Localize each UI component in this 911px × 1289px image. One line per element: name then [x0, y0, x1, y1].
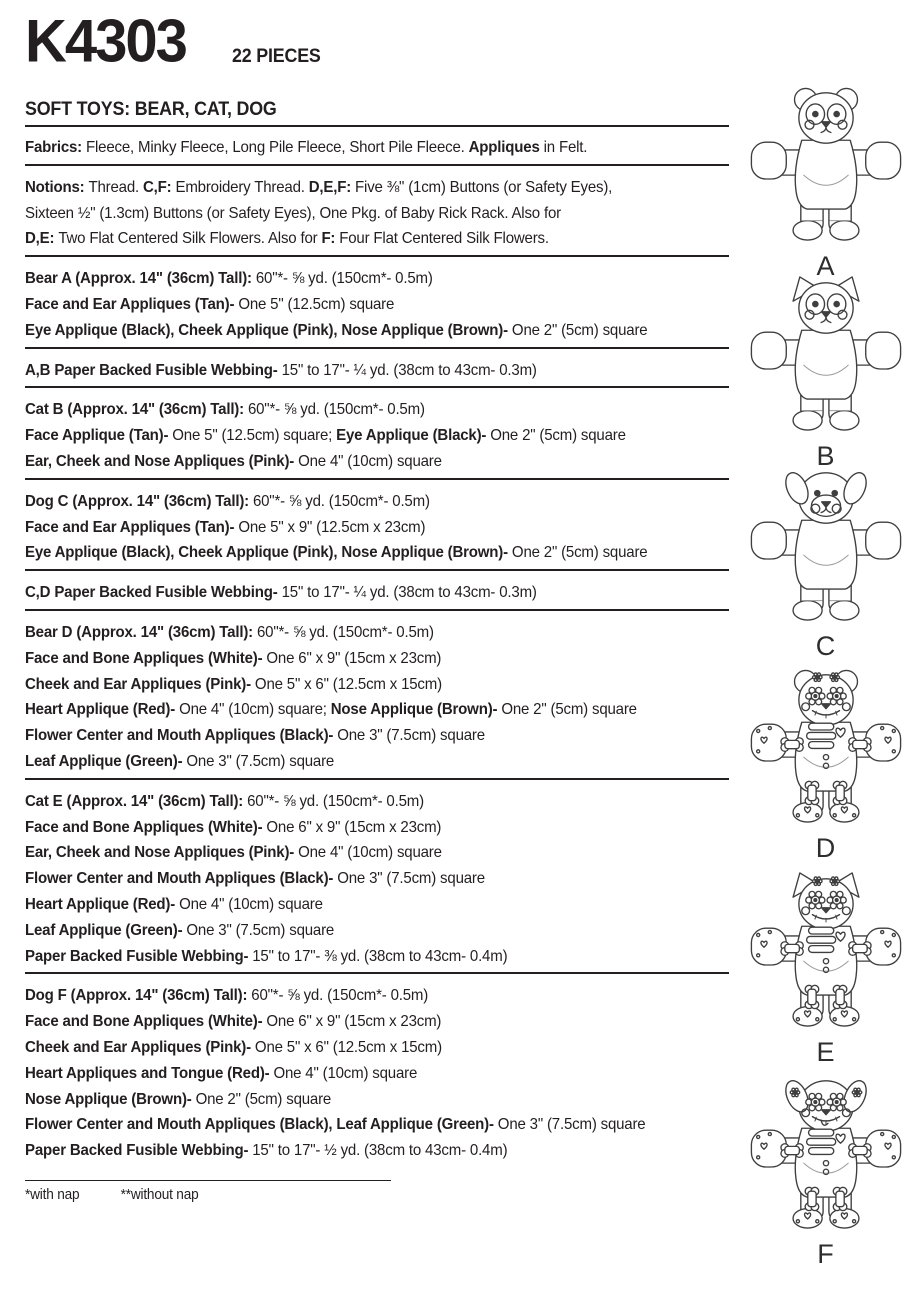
masthead — [25, 7, 729, 76]
section-rule — [25, 478, 729, 480]
spec-content — [25, 7, 729, 1203]
spec-line: Paper Backed Fusible Webbing- 15" to 17"- ½ yd. (38cm to 43cm- 0.4m) — [25, 1142, 508, 1160]
spec-line: Heart Applique (Red)- One 4" (10cm) square — [25, 895, 323, 913]
sugar-bear-illustration — [746, 668, 906, 828]
section-rule — [25, 609, 729, 611]
spec-line: Face and Bone Appliques (White)- One 6" x 9" (15cm x 23cm) — [25, 649, 442, 667]
spec-line: Leaf Applique (Green)- One 3" (7.5cm) square — [25, 752, 335, 770]
with-nap-note: *with nap — [25, 1186, 80, 1203]
spec-line: Cat E (Approx. 14" (36cm) Tall): 60"*- ⅝ yd. (150cm*- 0.5m) — [25, 792, 424, 810]
spec-line: Notions: Thread. C,F: Embroidery Thread. D,E,F: Five ⅜" (1cm) Buttons (or Safety Eyes), — [25, 178, 613, 196]
section-rule — [25, 347, 729, 349]
spec-line: Cheek and Ear Appliques (Pink)- One 5" x 6" (12.5cm x 15cm) — [25, 675, 442, 693]
figure-column — [741, 84, 911, 1284]
spec-line: Cat B (Approx. 14" (36cm) Tall): 60"*- ⅝ yd. (150cm*- 0.5m) — [25, 401, 425, 419]
page-subtitle: SOFT TOYS: BEAR, CAT, DOG — [25, 99, 277, 120]
figure-label: A — [816, 251, 836, 281]
spec-line: Dog F (Approx. 14" (36cm) Tall): 60"*- ⅝ yd. (150cm*- 0.5m) — [25, 987, 429, 1005]
figure-label: B — [816, 441, 836, 471]
spec-lines — [25, 135, 729, 1164]
section-rule — [25, 164, 729, 166]
spec-line: Nose Applique (Brown)- One 2" (5cm) square — [25, 1090, 332, 1108]
toy-figure-d — [746, 668, 906, 864]
toy-figure-c — [746, 466, 906, 662]
spec-line: Sixteen ½" (1.3cm) Buttons (or Safety Eyes), One Pkg. of Baby Rick Rack. Also for — [25, 204, 561, 222]
cat-illustration — [746, 276, 906, 436]
subtitle-rule — [25, 125, 729, 127]
spec-line: Eye Applique (Black), Cheek Applique (Pink), Nose Applique (Brown)- One 2" (5cm) square — [25, 544, 648, 562]
section-rule — [25, 569, 729, 571]
sugar-dog-illustration — [746, 1074, 906, 1234]
spec-line: C,D Paper Backed Fusible Webbing- 15" to 17"- ¼ yd. (38cm to 43cm- 0.3m) — [25, 584, 537, 602]
spec-line: Flower Center and Mouth Appliques (Black)- One 3" (7.5cm) square — [25, 870, 485, 888]
section-rule — [25, 972, 729, 974]
figure-label: C — [815, 631, 837, 661]
spec-line: Face and Bone Appliques (White)- One 6" x 9" (15cm x 23cm) — [25, 1013, 442, 1031]
spec-line: Flower Center and Mouth Appliques (Black), Leaf Applique (Green)- One 3" (7.5cm) square — [25, 1116, 646, 1134]
spec-line: Leaf Applique (Green)- One 3" (7.5cm) square — [25, 921, 335, 939]
spec-line: Face and Ear Appliques (Tan)- One 5" (12.5cm) square — [25, 295, 395, 313]
spec-line: Paper Backed Fusible Webbing- 15" to 17"- ⅜ yd. (38cm to 43cm- 0.4m) — [25, 947, 508, 965]
spec-line: Bear A (Approx. 14" (36cm) Tall): 60"*- ⅝ yd. (150cm*- 0.5m) — [25, 270, 433, 288]
section-rule — [25, 386, 729, 388]
spec-line: Eye Applique (Black), Cheek Applique (Pink), Nose Applique (Brown)- One 2" (5cm) square — [25, 321, 648, 339]
toy-figure-f — [746, 1074, 906, 1270]
dog-illustration — [746, 466, 906, 626]
without-nap-note: **without nap — [120, 1186, 199, 1203]
spec-line: Flower Center and Mouth Appliques (Black)- One 3" (7.5cm) square — [25, 727, 485, 745]
spec-line: Cheek and Ear Appliques (Pink)- One 5" x 6" (12.5cm x 15cm) — [25, 1038, 442, 1056]
section-rule — [25, 778, 729, 780]
spec-line: Face and Bone Appliques (White)- One 6" x 9" (15cm x 23cm) — [25, 818, 442, 836]
spec-line: Ear, Cheek and Nose Appliques (Pink)- One 4" (10cm) square — [25, 452, 442, 470]
spec-line: Fabrics: Fleece, Minky Fleece, Long Pile Fleece, Short Pile Fleece. Appliques in Felt. — [25, 139, 588, 156]
figure-label: E — [816, 1037, 836, 1067]
figure-label: D — [815, 833, 837, 863]
bear-illustration — [746, 86, 906, 246]
nap-footnote — [25, 1187, 687, 1203]
toy-figure-b — [746, 276, 906, 472]
figure-label: F — [817, 1239, 835, 1269]
pieces-count: 22 PIECES — [231, 46, 321, 67]
toy-figure-e — [746, 872, 906, 1068]
toy-figure-a — [746, 86, 906, 282]
sugar-cat-illustration — [746, 872, 906, 1032]
pattern-number: K4303 — [25, 7, 186, 76]
spec-line: Face and Ear Appliques (Tan)- One 5" x 9" (12.5cm x 23cm) — [25, 518, 426, 536]
spec-line: Bear D (Approx. 14" (36cm) Tall): 60"*- ⅝ yd. (150cm*- 0.5m) — [25, 623, 434, 641]
section-rule — [25, 255, 729, 257]
spec-line: Dog C (Approx. 14" (36cm) Tall): 60"*- ⅝ yd. (150cm*- 0.5m) — [25, 492, 430, 510]
spec-line: A,B Paper Backed Fusible Webbing- 15" to 17"- ¼ yd. (38cm to 43cm- 0.3m) — [25, 361, 537, 379]
spec-line: Heart Applique (Red)- One 4" (10cm) square; Nose Applique (Brown)- One 2" (5cm) square — [25, 701, 637, 719]
footnote-rule — [25, 1180, 391, 1181]
spec-line: D,E: Two Flat Centered Silk Flowers. Also for F: Four Flat Centered Silk Flowers. — [25, 230, 549, 248]
spec-line: Heart Appliques and Tongue (Red)- One 4" (10cm) square — [25, 1064, 418, 1082]
spec-line: Face Applique (Tan)- One 5" (12.5cm) square; Eye Applique (Black)- One 2" (5cm) square — [25, 427, 626, 445]
spec-line: Ear, Cheek and Nose Appliques (Pink)- One 4" (10cm) square — [25, 844, 442, 862]
